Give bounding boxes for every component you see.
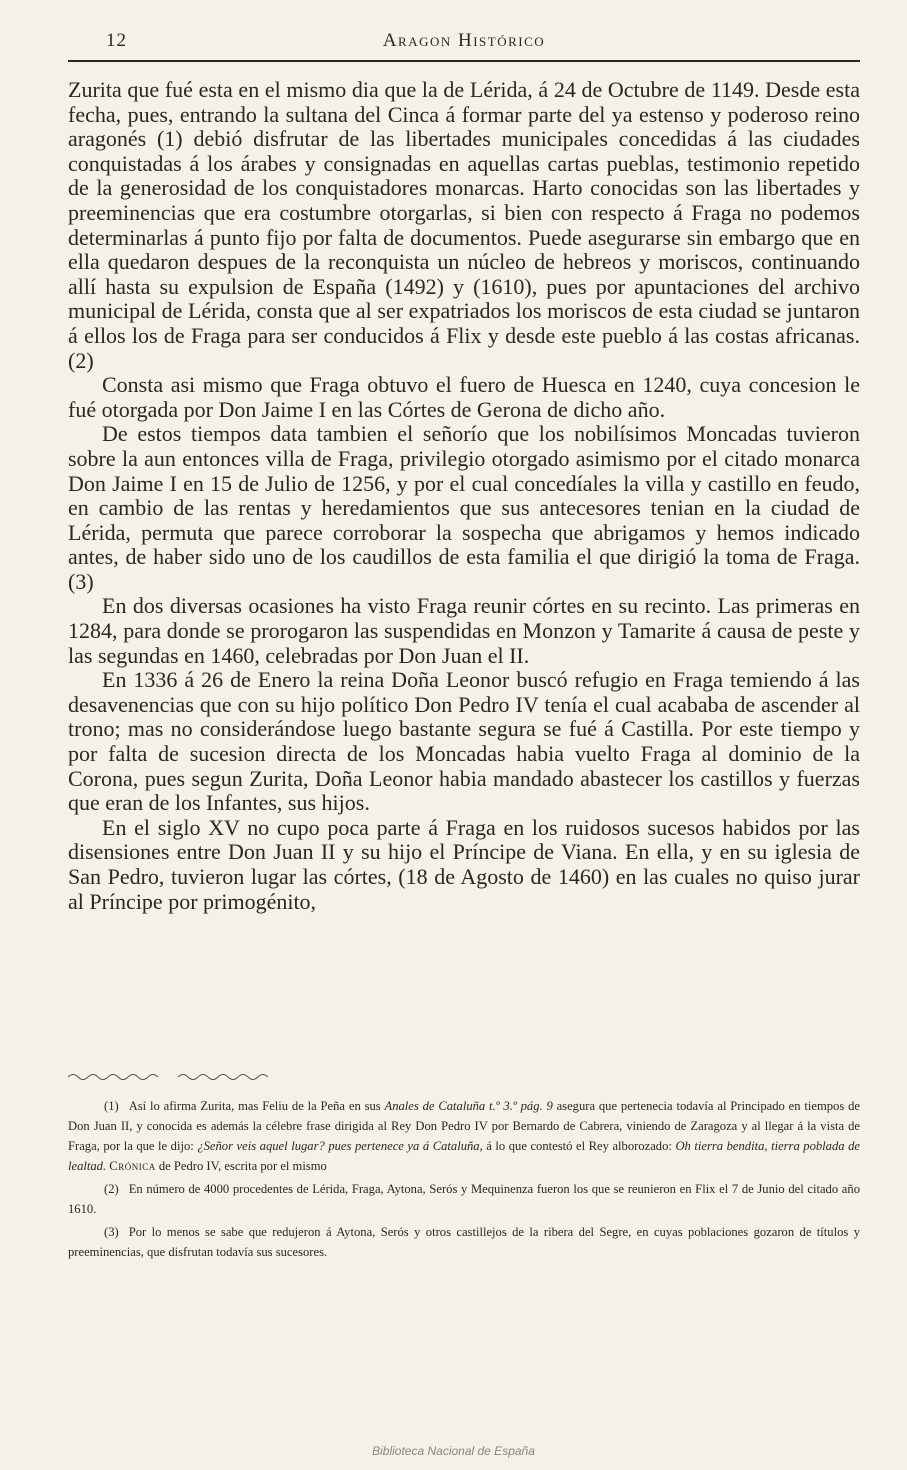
footnote-number: (2) [104,1182,119,1196]
paragraph: En el siglo XV no cupo poca parte á Fraga en los ruidosos sucesos habidos por las disensiones entre Don Juan II y su hijo el Príncipe de Viana. En ella, y en su iglesia de San Pedro, tuvieron lugar las córtes, (18 de Agosto de 1460) en las cuales no quiso jurar al Príncipe por primogénito, [68,814,860,914]
body-text [68,78,860,914]
page-header [68,28,860,56]
footnote-quote: ¿Señor veis aquel lugar? pues pertenece ya á Cataluña, [197,1139,483,1153]
footnote-number: (3) [104,1225,119,1239]
footnote-text: asegura que pertenecia todavía al Principado en tiempos de Don Juan II, y conocida es además la célebre frase dirigida al Rey Don Pedro IV por Bernardo de Cabrera, viniendo de Zaragoza y al llegar á la vista de Fraga, por la que le dijo: [68,1099,860,1153]
footnote-2 [68,1179,860,1219]
footnote-source: Crónica [109,1159,156,1173]
footnotes [68,1096,860,1265]
footnote-text: á lo que contestó el Rey alborozado: [482,1139,676,1153]
paragraph: Zurita que fué esta en el mismo dia que la de Lérida, á 24 de Octubre de 1149. Desde esta fecha, pues, entrando la sultana del Cinca á formar parte del ya estenso y poderoso reino aragonés (1) debió disfrutar de las libertades municipales concedidas á las ciudades conquistadas á los árabes y consignadas en aquellas cartas pueblas, testimonio repetido de la generosidad de los conquistadores monarcas. Harto conocidas son las libertades y preeminencias que era costumbre otorgarlas, si bien con respecto á Fraga no podemos determinarlas á punto fijo por falta de documentos. Puede asegurarse sin embargo que en ella quedaron despues de la reconquista un núcleo de hebreos y moriscos, continuando allí hasta su expulsion de España (1492) y (1610), pues por apuntaciones del archivo municipal de Lérida, consta que al ser expatriados los moriscos de esta ciudad se juntaron á ellos los de Fraga para ser conducidos á Flix y desde este pueblo á las costas africanas. (2) [68,77,860,373]
footnote-work-title: Anales de Cataluña t.º 3.º pág. 9 [384,1099,553,1113]
paragraph: En 1336 á 26 de Enero la reina Doña Leonor buscó refugio en Fraga temiendo á las desavenencias que con su hijo político Don Pedro IV tenía el cual acababa de ascender al trono; mas no considerándose luego bastante segura se fué á Castilla. Por este tiempo y por falta de sucesion directa de los Moncadas habia vuelto Fraga al dominio de la Corona, pues segun Zurita, Doña Leonor habia mandado abastecer los castillos y fuerzas que eran de los Infantes, sus hijos. [68,667,860,816]
footnote-text: Así lo afirma Zurita, mas Feliu de la Peña en sus [128,1099,385,1113]
footnote-text: de Pedro IV, escrita por el mismo [155,1159,327,1173]
paragraph: Consta asi mismo que Fraga obtuvo el fuero de Huesca en 1240, cuya concesion le fué otorgada por Don Jaime I en las Córtes de Gerona de dicho año. [68,372,860,422]
paragraph: En dos diversas ocasiones ha visto Fraga reunir córtes en su recinto. Las primeras en 1284, para donde se prorogaron las suspendidas en Monzon y Tamarite á causa de peste y las segundas en 1460, celebradas por Don Juan el II. [68,593,860,668]
footnote-ornament [68,1072,268,1082]
paragraph: De estos tiempos data tambien el señorío que los nobilísimos Moncadas tuvieron sobre la aun entonces villa de Fraga, privilegio otorgado asimismo por el citado monarca Don Jaime I en 15 de Julio de 1256, y por el cual concedíales la villa y castillo en feudo, en cambio de las rentas y heredamientos que sus antecesores tenian en la ciudad de Lérida, permuta que parece corroborar la sospecha que abrigamos y hemos indicado antes, de haber sido uno de los caudillos de esta familia el que dirigió la toma de Fraga. (3) [68,421,860,594]
footnote-text: Por lo menos se sabe que redujeron á Aytona, Serós y otros castillejos de la ribera del Segre, en cuyas poblaciones gozaron de títulos y preeminencias, que disfrutan todavía sus sucesores. [68,1225,860,1259]
running-title: Aragon Histórico [382,30,546,51]
footnote-number: (1) [104,1099,119,1113]
header-rule [68,60,860,62]
footnote-text: En número de 4000 procedentes de Lérida, Fraga, Aytona, Serós y Mequinenza fueron los que se reunieron en Flix el 7 de Junio del citado año 1610. [68,1182,860,1216]
footnote-reply: Oh tierra bendita, tierra poblada de lealtad. [68,1139,861,1173]
page-number: 12 [106,30,127,51]
footnote-1 [68,1096,860,1176]
library-watermark: Biblioteca Nacional de España [372,1444,535,1458]
footnote-3 [68,1222,860,1262]
